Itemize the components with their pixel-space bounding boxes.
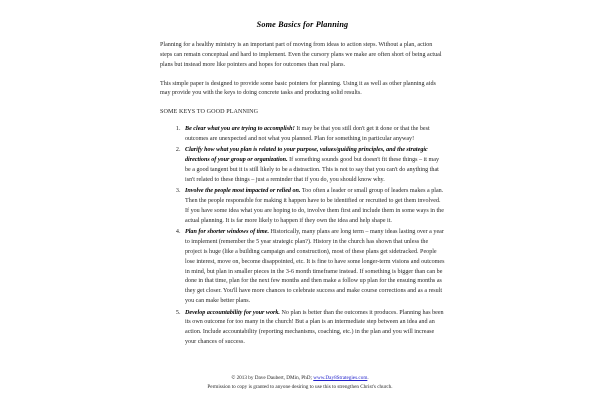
list-item <box>182 309 445 348</box>
intro-paragraph-1: Planning for a healthy ministry is an important part of moving from ideas to action steps. Without a plan, action steps can remain conceptual and hard to implement. Even the cursory plans we make are often short of being actual plans but instead more like pointers and hopes for outcomes than real plans. <box>160 42 442 68</box>
list-item-lead: Develop accountability for your work. <box>185 309 280 316</box>
list-item-body: No plan is better than the outcomes it produces. Planning has been its own outcome for too many in the church! But a plan is an intermediate step between an idea and an action. Include accountability (reporting mechanisms, coaching, etc.) in the plan and you will increase your chances of success. <box>185 309 444 346</box>
list-item <box>182 228 445 307</box>
section-heading: SOME KEYS TO GOOD PLANNING <box>160 109 259 116</box>
list-item-body: Historically, many plans are long term – many ideas lasting over a year to implement (remember the 5 year strategic plan?). History in the church has shown that unless the project is huge (like a building campaign and construction), most of these plans get sidetracked. People lose interest, move on, become disappointed, etc. It is fine to have some longer-term visions and outcomes in mind, but plan in smaller pieces in the 3-6 month timeframe instead. If something is bigger than can be done in that time, plan for the next few months and then make a follow up plan for the ensuing months as they get closer. You'll have more chances to celebrate success and make course corrections and as a result you can make better plans. <box>185 229 445 305</box>
copyright-line <box>0 374 600 383</box>
keys-to-good-planning-list <box>160 125 445 348</box>
list-item <box>182 187 445 226</box>
list-item-lead: Be clear what you are trying to accomplish! <box>185 126 295 133</box>
copyright-text: © 2013 by Dave Daubert, DMin, PhD; <box>231 375 314 382</box>
page-footer <box>0 374 600 392</box>
list-item <box>182 125 445 145</box>
list-item-body: It may be that you still don't get it done or that the best outcomes are unexpected and not what you planned. Plan for something in particular anyway! <box>185 126 430 142</box>
website-link[interactable]: www.Day8Strategies.com <box>313 375 368 382</box>
copyright-suffix: . <box>367 375 369 382</box>
list-item-lead: Involve the people most impacted or relied on. <box>185 188 301 195</box>
list-item-body: If something sounds good but doesn't fit these things – it may be a good tangent but it is still likely to be a distraction. This is not to say that you can't do anything that isn't related to these things – just a reminder that if you do, you should know why. <box>185 157 440 183</box>
intro-paragraph-2: This simple paper is designed to provide some basic pointers for planning. Using it as well as other planning aids may provide you with the keys to doing concrete tasks and producing solid results. <box>160 80 436 97</box>
list-item-body: Too often a leader or small group of leaders makes a plan. Then the people responsible for making it happen have to be identified or recruited to get them involved. If you have some idea what you are hoping to do, involve them first and include them in some ways in the actual planning. It is far more likely to happen if they own the idea and help shape it. <box>185 188 444 224</box>
list-item-lead: Plan for shorter windows of time. <box>185 229 269 236</box>
list-item-lead: Clarify how what you plan is related to your purpose, values/guiding principles, and the strategic directions of your group or organization. <box>185 147 428 164</box>
list-item <box>182 146 445 185</box>
page-title: Some Basics for Planning <box>256 20 349 29</box>
permission-line: Permission to copy is granted to anyone desiring to use this to strengthen Christ's church. <box>207 384 393 391</box>
